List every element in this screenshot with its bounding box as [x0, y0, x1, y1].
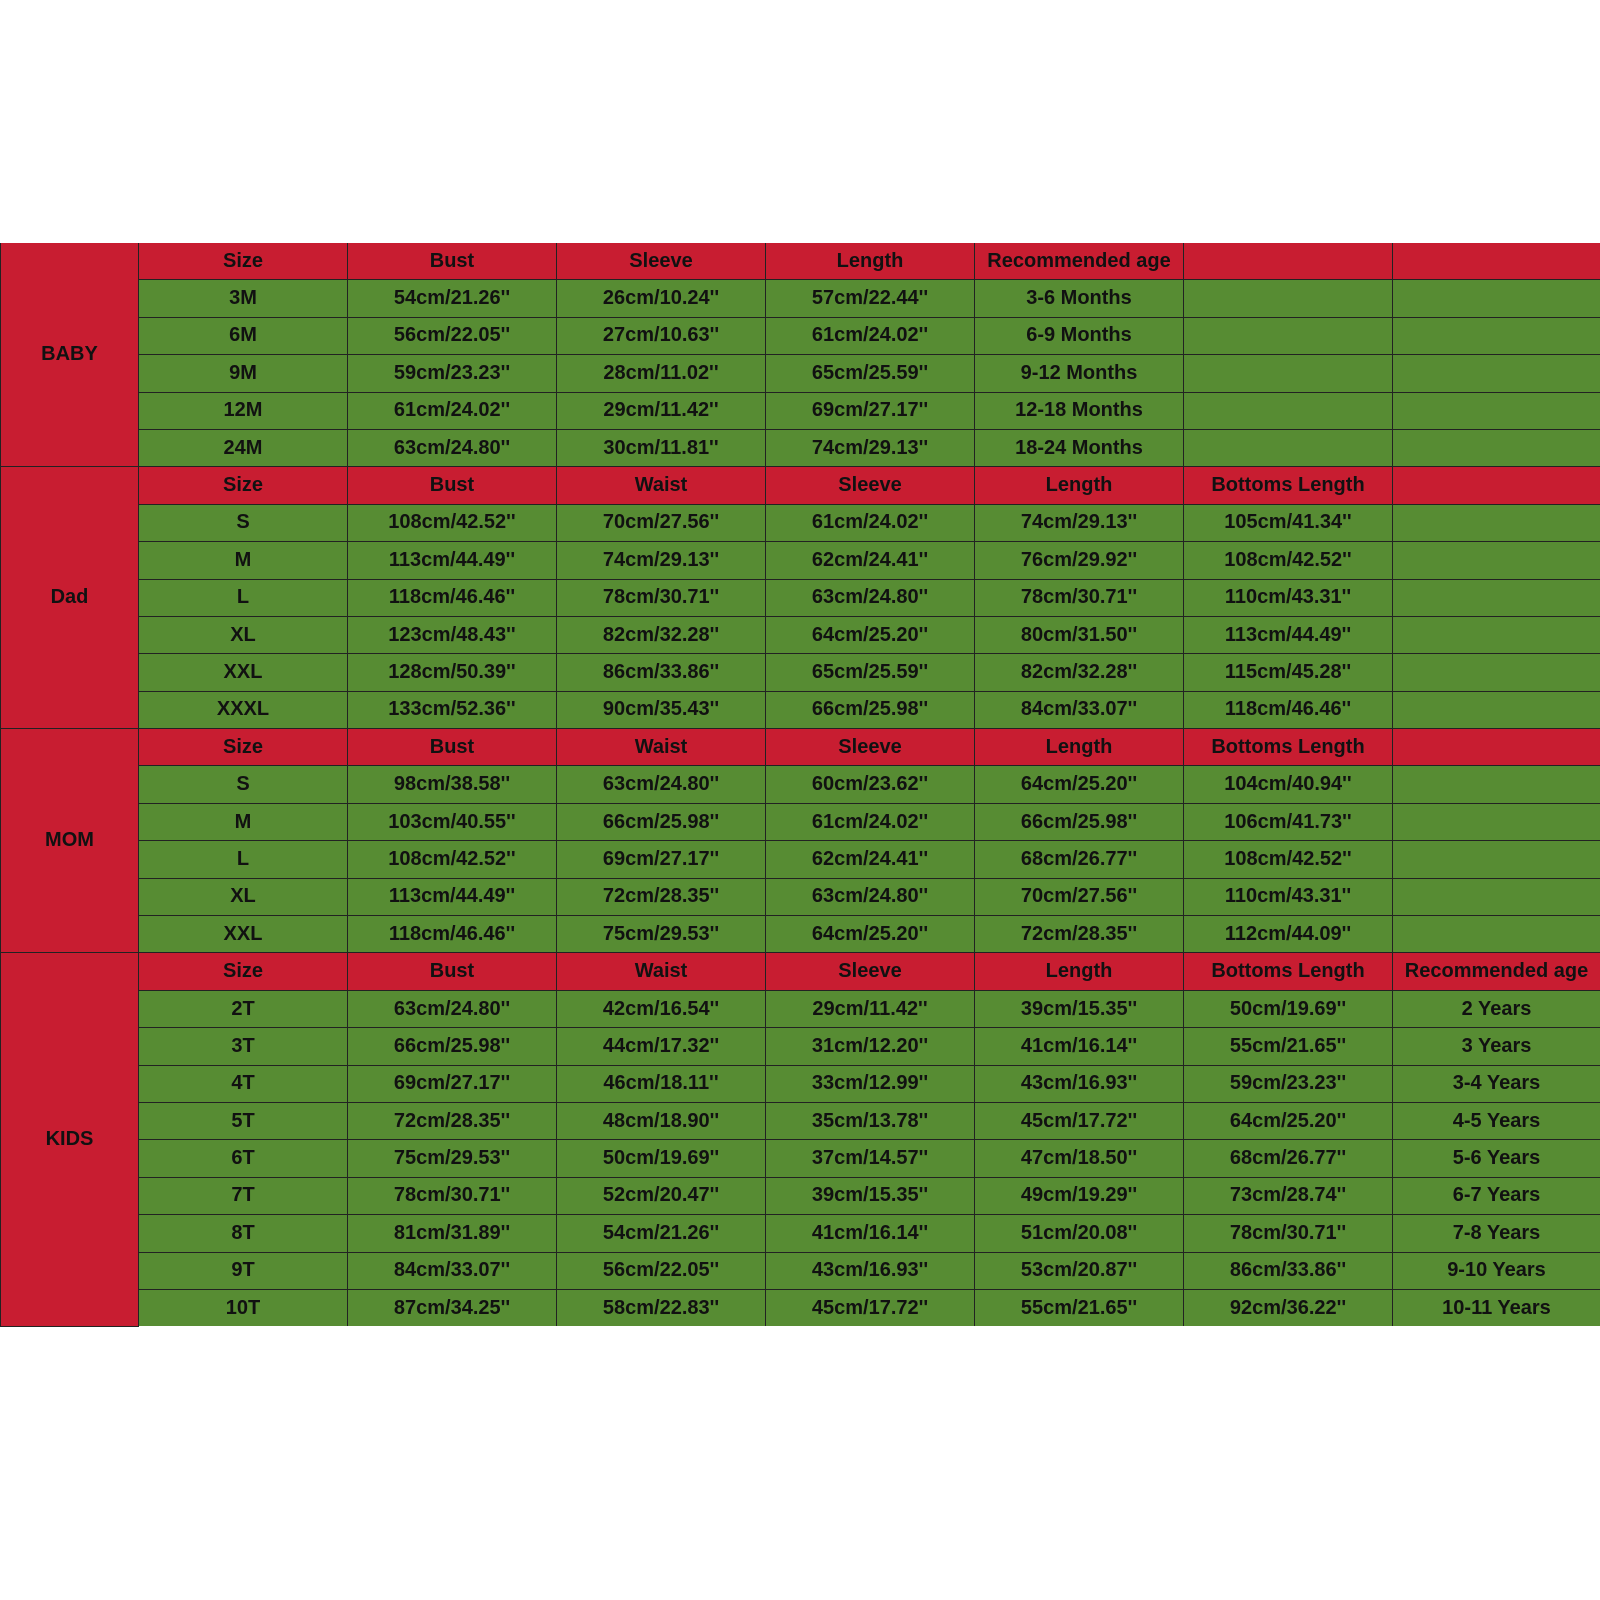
measurement-cell — [1393, 766, 1600, 803]
measurement-cell: 27cm/10.63'' — [557, 317, 766, 354]
size-cell: 6T — [139, 1140, 348, 1177]
measurement-cell: 69cm/27.17'' — [348, 1065, 557, 1102]
measurement-cell: 103cm/40.55'' — [348, 803, 557, 840]
measurement-cell: 78cm/30.71'' — [348, 1177, 557, 1214]
measurement-cell: 61cm/24.02'' — [766, 803, 975, 840]
column-header: Size — [139, 467, 348, 504]
measurement-cell: 105cm/41.34'' — [1184, 504, 1393, 541]
table-row — [1, 766, 1600, 803]
measurement-cell: 45cm/17.72'' — [766, 1289, 975, 1326]
measurement-cell: 66cm/25.98'' — [975, 803, 1184, 840]
table-row — [1, 280, 1600, 317]
measurement-cell: 64cm/25.20'' — [766, 916, 975, 953]
size-cell: XXL — [139, 916, 348, 953]
measurement-cell — [1393, 579, 1600, 616]
size-cell: M — [139, 542, 348, 579]
measurement-cell: 76cm/29.92'' — [975, 542, 1184, 579]
measurement-cell: 43cm/16.93'' — [975, 1065, 1184, 1102]
column-header: Sleeve — [766, 467, 975, 504]
measurement-cell: 68cm/26.77'' — [1184, 1140, 1393, 1177]
measurement-cell — [1393, 317, 1600, 354]
measurement-cell — [1393, 878, 1600, 915]
measurement-cell: 78cm/30.71'' — [975, 579, 1184, 616]
measurement-cell: 49cm/19.29'' — [975, 1177, 1184, 1214]
measurement-cell: 115cm/45.28'' — [1184, 654, 1393, 691]
measurement-cell: 57cm/22.44'' — [766, 280, 975, 317]
size-cell: 24M — [139, 429, 348, 466]
size-cell: 12M — [139, 392, 348, 429]
measurement-cell: 61cm/24.02'' — [766, 504, 975, 541]
measurement-cell: 82cm/32.28'' — [975, 654, 1184, 691]
measurement-cell: 133cm/52.36'' — [348, 691, 557, 728]
table-row — [1, 1289, 1600, 1326]
measurement-cell: 3-6 Months — [975, 280, 1184, 317]
table-row — [1, 1102, 1600, 1139]
measurement-cell: 113cm/44.49'' — [1184, 616, 1393, 653]
size-cell: S — [139, 504, 348, 541]
measurement-cell: 90cm/35.43'' — [557, 691, 766, 728]
measurement-cell: 82cm/32.28'' — [557, 616, 766, 653]
measurement-cell: 64cm/25.20'' — [766, 616, 975, 653]
measurement-cell: 33cm/12.99'' — [766, 1065, 975, 1102]
mom-header-row — [1, 729, 1600, 766]
measurement-cell: 84cm/33.07'' — [348, 1252, 557, 1289]
column-header: Size — [139, 953, 348, 990]
measurement-cell: 92cm/36.22'' — [1184, 1289, 1393, 1326]
measurement-cell — [1393, 616, 1600, 653]
size-cell: 4T — [139, 1065, 348, 1102]
size-chart-table — [0, 243, 1600, 1327]
measurement-cell: 9-12 Months — [975, 355, 1184, 392]
size-cell: 6M — [139, 317, 348, 354]
measurement-cell — [1393, 392, 1600, 429]
measurement-cell: 113cm/44.49'' — [348, 542, 557, 579]
measurement-cell: 62cm/24.41'' — [766, 841, 975, 878]
column-header: Length — [975, 467, 1184, 504]
measurement-cell: 75cm/29.53'' — [348, 1140, 557, 1177]
dad-header-row — [1, 467, 1600, 504]
measurement-cell: 87cm/34.25'' — [348, 1289, 557, 1326]
measurement-cell: 66cm/25.98'' — [557, 803, 766, 840]
measurement-cell — [1393, 916, 1600, 953]
measurement-cell: 18-24 Months — [975, 429, 1184, 466]
column-header: Recommended age — [975, 243, 1184, 280]
column-header — [1393, 729, 1600, 766]
measurement-cell: 110cm/43.31'' — [1184, 579, 1393, 616]
measurement-cell: 63cm/24.80'' — [348, 990, 557, 1027]
size-chart — [0, 243, 1600, 1327]
measurement-cell: 80cm/31.50'' — [975, 616, 1184, 653]
table-row — [1, 504, 1600, 541]
table-row — [1, 1065, 1600, 1102]
measurement-cell: 110cm/43.31'' — [1184, 878, 1393, 915]
measurement-cell: 104cm/40.94'' — [1184, 766, 1393, 803]
column-header: Bust — [348, 243, 557, 280]
measurement-cell: 10-11 Years — [1393, 1289, 1600, 1326]
measurement-cell: 5-6 Years — [1393, 1140, 1600, 1177]
measurement-cell: 74cm/29.13'' — [766, 429, 975, 466]
measurement-cell: 39cm/15.35'' — [975, 990, 1184, 1027]
column-header: Bust — [348, 729, 557, 766]
table-row — [1, 1177, 1600, 1214]
measurement-cell: 35cm/13.78'' — [766, 1102, 975, 1139]
measurement-cell: 86cm/33.86'' — [557, 654, 766, 691]
group-label-mom: MOM — [1, 729, 139, 953]
measurement-cell: 60cm/23.62'' — [766, 766, 975, 803]
measurement-cell — [1184, 429, 1393, 466]
measurement-cell: 72cm/28.35'' — [348, 1102, 557, 1139]
measurement-cell: 47cm/18.50'' — [975, 1140, 1184, 1177]
measurement-cell: 70cm/27.56'' — [557, 504, 766, 541]
size-cell: XL — [139, 616, 348, 653]
measurement-cell: 39cm/15.35'' — [766, 1177, 975, 1214]
column-header: Sleeve — [766, 953, 975, 990]
measurement-cell: 62cm/24.41'' — [766, 542, 975, 579]
measurement-cell: 106cm/41.73'' — [1184, 803, 1393, 840]
table-row — [1, 691, 1600, 728]
measurement-cell: 69cm/27.17'' — [766, 392, 975, 429]
measurement-cell: 56cm/22.05'' — [557, 1252, 766, 1289]
measurement-cell: 73cm/28.74'' — [1184, 1177, 1393, 1214]
column-header: Sleeve — [766, 729, 975, 766]
measurement-cell: 72cm/28.35'' — [975, 916, 1184, 953]
measurement-cell: 9-10 Years — [1393, 1252, 1600, 1289]
measurement-cell: 108cm/42.52'' — [1184, 542, 1393, 579]
size-cell: 9T — [139, 1252, 348, 1289]
measurement-cell — [1184, 392, 1393, 429]
measurement-cell: 118cm/46.46'' — [348, 579, 557, 616]
table-row — [1, 429, 1600, 466]
size-cell: S — [139, 766, 348, 803]
column-header — [1393, 467, 1600, 504]
table-row — [1, 1028, 1600, 1065]
measurement-cell — [1184, 317, 1393, 354]
measurement-cell — [1184, 280, 1393, 317]
size-cell: 7T — [139, 1177, 348, 1214]
column-header: Bust — [348, 467, 557, 504]
measurement-cell: 52cm/20.47'' — [557, 1177, 766, 1214]
column-header: Bust — [348, 953, 557, 990]
measurement-cell: 63cm/24.80'' — [557, 766, 766, 803]
measurement-cell: 98cm/38.58'' — [348, 766, 557, 803]
measurement-cell: 63cm/24.80'' — [348, 429, 557, 466]
measurement-cell: 37cm/14.57'' — [766, 1140, 975, 1177]
measurement-cell: 69cm/27.17'' — [557, 841, 766, 878]
measurement-cell: 51cm/20.08'' — [975, 1215, 1184, 1252]
column-header: Bottoms Length — [1184, 729, 1393, 766]
column-header — [1184, 243, 1393, 280]
measurement-cell: 48cm/18.90'' — [557, 1102, 766, 1139]
size-cell: 9M — [139, 355, 348, 392]
measurement-cell — [1393, 542, 1600, 579]
measurement-cell: 112cm/44.09'' — [1184, 916, 1393, 953]
measurement-cell: 78cm/30.71'' — [557, 579, 766, 616]
measurement-cell: 45cm/17.72'' — [975, 1102, 1184, 1139]
group-label-dad: Dad — [1, 467, 139, 729]
measurement-cell: 42cm/16.54'' — [557, 990, 766, 1027]
table-row — [1, 355, 1600, 392]
size-cell: L — [139, 841, 348, 878]
column-header: Length — [975, 953, 1184, 990]
size-cell: 2T — [139, 990, 348, 1027]
size-cell: XXXL — [139, 691, 348, 728]
size-cell: XXL — [139, 654, 348, 691]
measurement-cell: 30cm/11.81'' — [557, 429, 766, 466]
table-row — [1, 1140, 1600, 1177]
measurement-cell: 41cm/16.14'' — [766, 1215, 975, 1252]
measurement-cell — [1393, 280, 1600, 317]
table-row — [1, 616, 1600, 653]
measurement-cell: 6-9 Months — [975, 317, 1184, 354]
size-cell: 3M — [139, 280, 348, 317]
column-header: Waist — [557, 953, 766, 990]
measurement-cell: 108cm/42.52'' — [348, 504, 557, 541]
measurement-cell: 50cm/19.69'' — [557, 1140, 766, 1177]
measurement-cell: 56cm/22.05'' — [348, 317, 557, 354]
measurement-cell: 66cm/25.98'' — [766, 691, 975, 728]
measurement-cell: 64cm/25.20'' — [975, 766, 1184, 803]
measurement-cell: 58cm/22.83'' — [557, 1289, 766, 1326]
size-cell: 3T — [139, 1028, 348, 1065]
measurement-cell — [1393, 429, 1600, 466]
measurement-cell: 41cm/16.14'' — [975, 1028, 1184, 1065]
size-cell: 10T — [139, 1289, 348, 1326]
baby-header-row — [1, 243, 1600, 280]
measurement-cell: 61cm/24.02'' — [766, 317, 975, 354]
column-header: Size — [139, 243, 348, 280]
column-header: Length — [766, 243, 975, 280]
column-header — [1393, 243, 1600, 280]
measurement-cell: 26cm/10.24'' — [557, 280, 766, 317]
measurement-cell: 86cm/33.86'' — [1184, 1252, 1393, 1289]
measurement-cell: 78cm/30.71'' — [1184, 1215, 1393, 1252]
measurement-cell: 50cm/19.69'' — [1184, 990, 1393, 1027]
size-cell: 5T — [139, 1102, 348, 1139]
measurement-cell: 7-8 Years — [1393, 1215, 1600, 1252]
measurement-cell: 118cm/46.46'' — [1184, 691, 1393, 728]
group-label-baby: BABY — [1, 243, 139, 467]
measurement-cell: 65cm/25.59'' — [766, 654, 975, 691]
table-row — [1, 1252, 1600, 1289]
table-row — [1, 654, 1600, 691]
size-cell: M — [139, 803, 348, 840]
measurement-cell: 70cm/27.56'' — [975, 878, 1184, 915]
measurement-cell: 63cm/24.80'' — [766, 579, 975, 616]
measurement-cell: 3 Years — [1393, 1028, 1600, 1065]
measurement-cell: 61cm/24.02'' — [348, 392, 557, 429]
measurement-cell: 84cm/33.07'' — [975, 691, 1184, 728]
measurement-cell: 28cm/11.02'' — [557, 355, 766, 392]
table-row — [1, 841, 1600, 878]
table-row — [1, 317, 1600, 354]
measurement-cell — [1393, 803, 1600, 840]
measurement-cell: 44cm/17.32'' — [557, 1028, 766, 1065]
measurement-cell: 68cm/26.77'' — [975, 841, 1184, 878]
measurement-cell — [1393, 355, 1600, 392]
measurement-cell: 63cm/24.80'' — [766, 878, 975, 915]
measurement-cell: 123cm/48.43'' — [348, 616, 557, 653]
kids-header-row — [1, 953, 1600, 990]
measurement-cell: 118cm/46.46'' — [348, 916, 557, 953]
measurement-cell: 64cm/25.20'' — [1184, 1102, 1393, 1139]
measurement-cell: 128cm/50.39'' — [348, 654, 557, 691]
measurement-cell: 66cm/25.98'' — [348, 1028, 557, 1065]
measurement-cell: 2 Years — [1393, 990, 1600, 1027]
measurement-cell: 74cm/29.13'' — [975, 504, 1184, 541]
measurement-cell: 113cm/44.49'' — [348, 878, 557, 915]
column-header: Sleeve — [557, 243, 766, 280]
table-row — [1, 878, 1600, 915]
size-cell: 8T — [139, 1215, 348, 1252]
measurement-cell: 75cm/29.53'' — [557, 916, 766, 953]
measurement-cell: 81cm/31.89'' — [348, 1215, 557, 1252]
measurement-cell — [1393, 691, 1600, 728]
measurement-cell: 29cm/11.42'' — [766, 990, 975, 1027]
measurement-cell: 46cm/18.11'' — [557, 1065, 766, 1102]
column-header: Waist — [557, 467, 766, 504]
measurement-cell: 55cm/21.65'' — [975, 1289, 1184, 1326]
measurement-cell: 74cm/29.13'' — [557, 542, 766, 579]
measurement-cell: 43cm/16.93'' — [766, 1252, 975, 1289]
measurement-cell: 108cm/42.52'' — [1184, 841, 1393, 878]
table-row — [1, 1215, 1600, 1252]
measurement-cell: 12-18 Months — [975, 392, 1184, 429]
measurement-cell: 53cm/20.87'' — [975, 1252, 1184, 1289]
column-header: Bottoms Length — [1184, 467, 1393, 504]
column-header: Bottoms Length — [1184, 953, 1393, 990]
measurement-cell — [1184, 355, 1393, 392]
table-row — [1, 990, 1600, 1027]
column-header: Size — [139, 729, 348, 766]
measurement-cell: 31cm/12.20'' — [766, 1028, 975, 1065]
measurement-cell: 54cm/21.26'' — [557, 1215, 766, 1252]
measurement-cell: 108cm/42.52'' — [348, 841, 557, 878]
measurement-cell — [1393, 841, 1600, 878]
table-row — [1, 392, 1600, 429]
measurement-cell — [1393, 654, 1600, 691]
measurement-cell: 65cm/25.59'' — [766, 355, 975, 392]
measurement-cell: 4-5 Years — [1393, 1102, 1600, 1139]
table-row — [1, 916, 1600, 953]
size-cell: L — [139, 579, 348, 616]
table-row — [1, 542, 1600, 579]
measurement-cell — [1393, 504, 1600, 541]
table-row — [1, 579, 1600, 616]
measurement-cell: 29cm/11.42'' — [557, 392, 766, 429]
measurement-cell: 6-7 Years — [1393, 1177, 1600, 1214]
measurement-cell: 72cm/28.35'' — [557, 878, 766, 915]
column-header: Waist — [557, 729, 766, 766]
column-header: Length — [975, 729, 1184, 766]
measurement-cell: 55cm/21.65'' — [1184, 1028, 1393, 1065]
measurement-cell: 3-4 Years — [1393, 1065, 1600, 1102]
table-row — [1, 803, 1600, 840]
column-header: Recommended age — [1393, 953, 1600, 990]
measurement-cell: 59cm/23.23'' — [1184, 1065, 1393, 1102]
group-label-kids: KIDS — [1, 953, 139, 1326]
measurement-cell: 54cm/21.26'' — [348, 280, 557, 317]
measurement-cell: 59cm/23.23'' — [348, 355, 557, 392]
size-cell: XL — [139, 878, 348, 915]
